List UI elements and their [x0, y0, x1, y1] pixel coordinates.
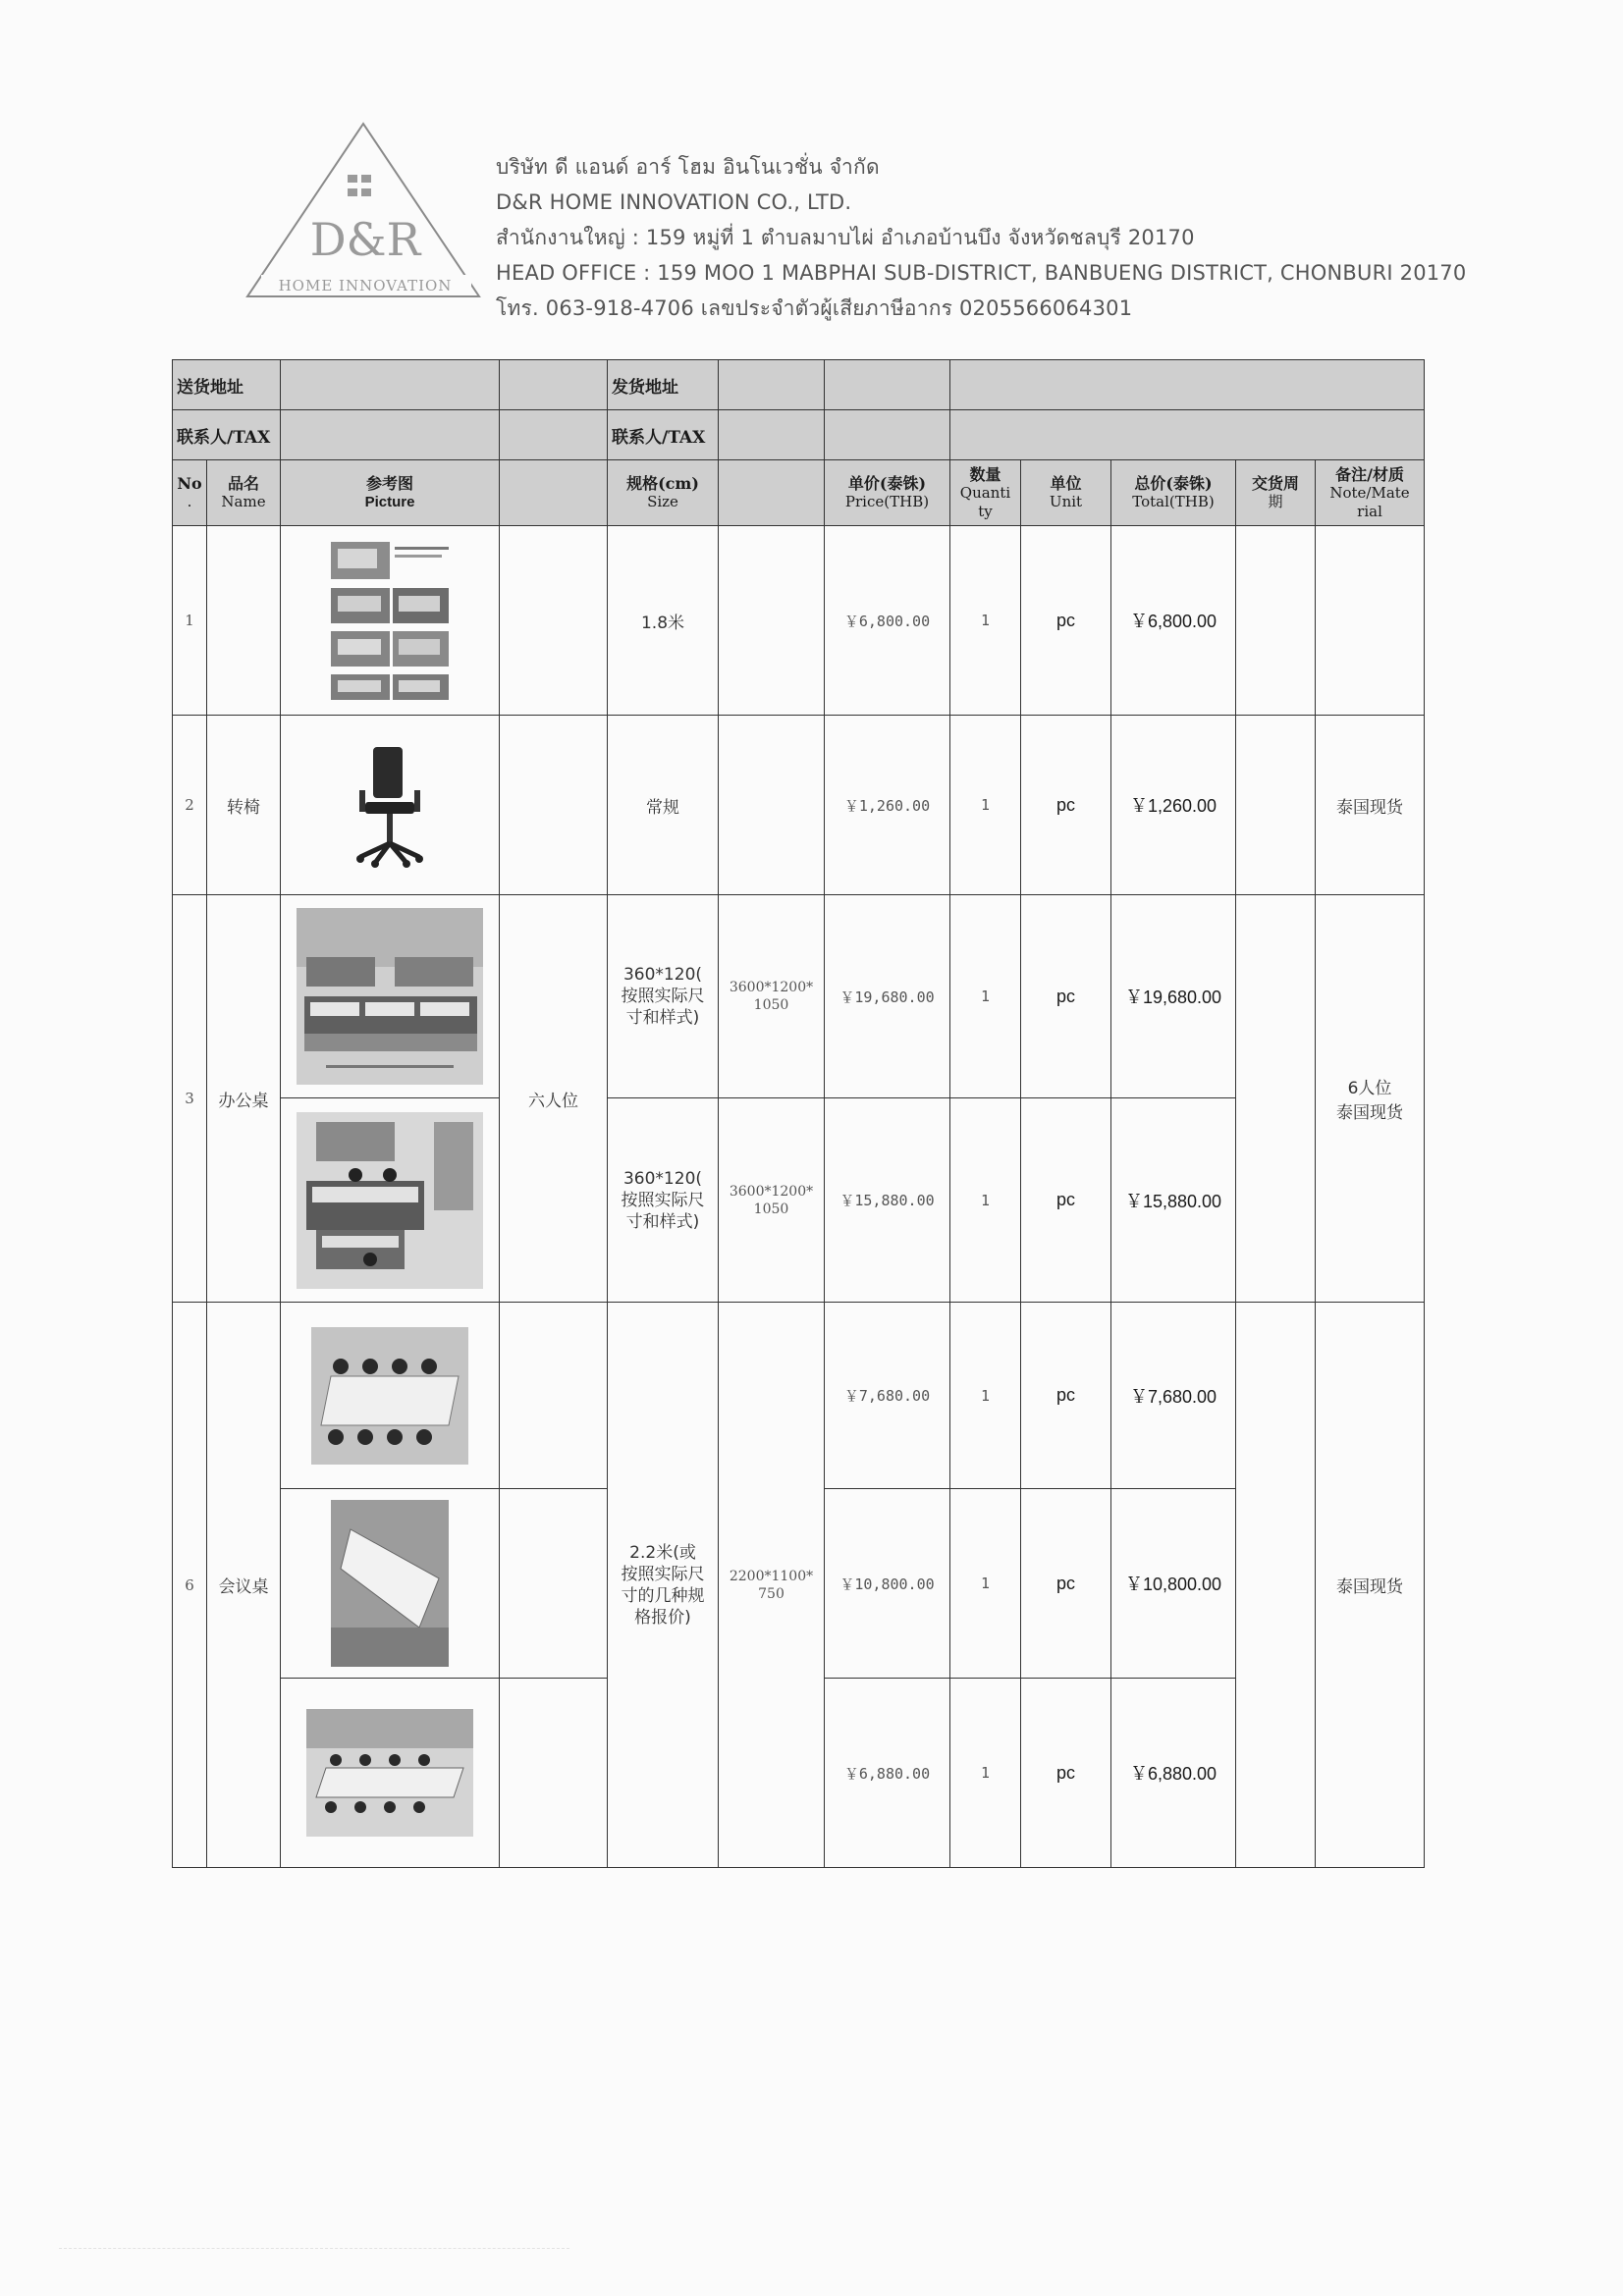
company-info: [496, 149, 1466, 326]
col-no: No .: [173, 460, 207, 526]
logo-mark: D&R: [309, 213, 421, 266]
footer-divider: [59, 2248, 569, 2249]
company-logo: [236, 118, 491, 304]
table-row: 6 会议桌 2.2米(或 按照实际尺 寸的几种规 格报价) 2200*1100* 750 ￥7,680.00 1 pc ￥7,680.00 泰国现货: [173, 1303, 1425, 1489]
contact-tax-label-right: 联系人/TAX: [608, 410, 719, 460]
col-note: 备注/材质 Note/Mate rial: [1316, 460, 1425, 526]
deliver-row: [173, 360, 1425, 410]
company-office-en: HEAD OFFICE : 159 MOO 1 MABPHAI SUB-DISTRICT, BANBUENG DISTRICT, CHONBURI 20170: [496, 261, 1467, 285]
col-price: 单价(泰铢) Price(THB): [825, 460, 950, 526]
logo-tagline: HOME INNOVATION: [278, 277, 453, 294]
table-row: 1 1.8米 ￥6,800.00 1 pc ￥6,800.00: [173, 526, 1425, 716]
ship-from-label: 发货地址: [608, 360, 719, 410]
table-row: ￥10,800.00 1 pc ￥10,800.00: [173, 1489, 1425, 1679]
header-row: [173, 460, 1425, 526]
conference-table-photo-icon: [281, 1489, 500, 1679]
workstation-photo-icon: [281, 1098, 500, 1303]
contact-tax-label-left: 联系人/TAX: [173, 410, 281, 460]
conference-table-photo-icon: [281, 1303, 500, 1489]
table-row: ￥6,880.00 1 pc ￥6,880.00: [173, 1679, 1425, 1868]
col-picture: 参考图 Picture: [281, 460, 500, 526]
contact-row: [173, 410, 1425, 460]
deliver-to-label: 送货地址: [173, 360, 281, 410]
desk-collage-icon: [281, 526, 500, 716]
col-qty: 数量 Quanti ty: [950, 460, 1021, 526]
table-row: 360*120( 按照实际尺 寸和样式) 3600*1200* 1050 ￥15,880.00 1 pc ￥15,880.00: [173, 1098, 1425, 1303]
workstation-photo-icon: [281, 895, 500, 1098]
col-total: 总价(泰铢) Total(THB): [1111, 460, 1236, 526]
company-name-th: บริษัท ดี แอนด์ อาร์ โฮม อินโนเวชั่น จำกัด: [496, 155, 880, 179]
company-office-th: สำนักงานใหญ่ : 159 หมู่ที่ 1 ตำบลมาบไผ่ อำเภอบ้านบึง จังหวัดชลบุรี 20170: [496, 226, 1195, 249]
col-unit: 单位 Unit: [1021, 460, 1111, 526]
col-lead-time: 交货周 期: [1236, 460, 1316, 526]
meeting-room-photo-icon: [281, 1679, 500, 1868]
quotation-table: [172, 359, 1425, 1868]
company-contact-th: โทร. 063-918-4706 เลขประจำตัวผู้เสียภาษีอากร 0205566064301: [496, 296, 1133, 320]
col-name: 品名 Name: [207, 460, 281, 526]
table-row: 3 办公桌 六人位 360*120( 按照实际尺 寸和样式) 3600*1200* 1050 ￥19,680.00 1 pc ￥19,680.00 6人位 泰国现货: [173, 895, 1425, 1098]
col-size: 规格(cm) Size: [608, 460, 719, 526]
office-chair-icon: [281, 716, 500, 895]
company-name-en: D&R HOME INNOVATION CO., LTD.: [496, 190, 852, 214]
table-row: 2 转椅 常规 ￥1,260.00 1 pc ￥1,260.00 泰国现货: [173, 716, 1425, 895]
